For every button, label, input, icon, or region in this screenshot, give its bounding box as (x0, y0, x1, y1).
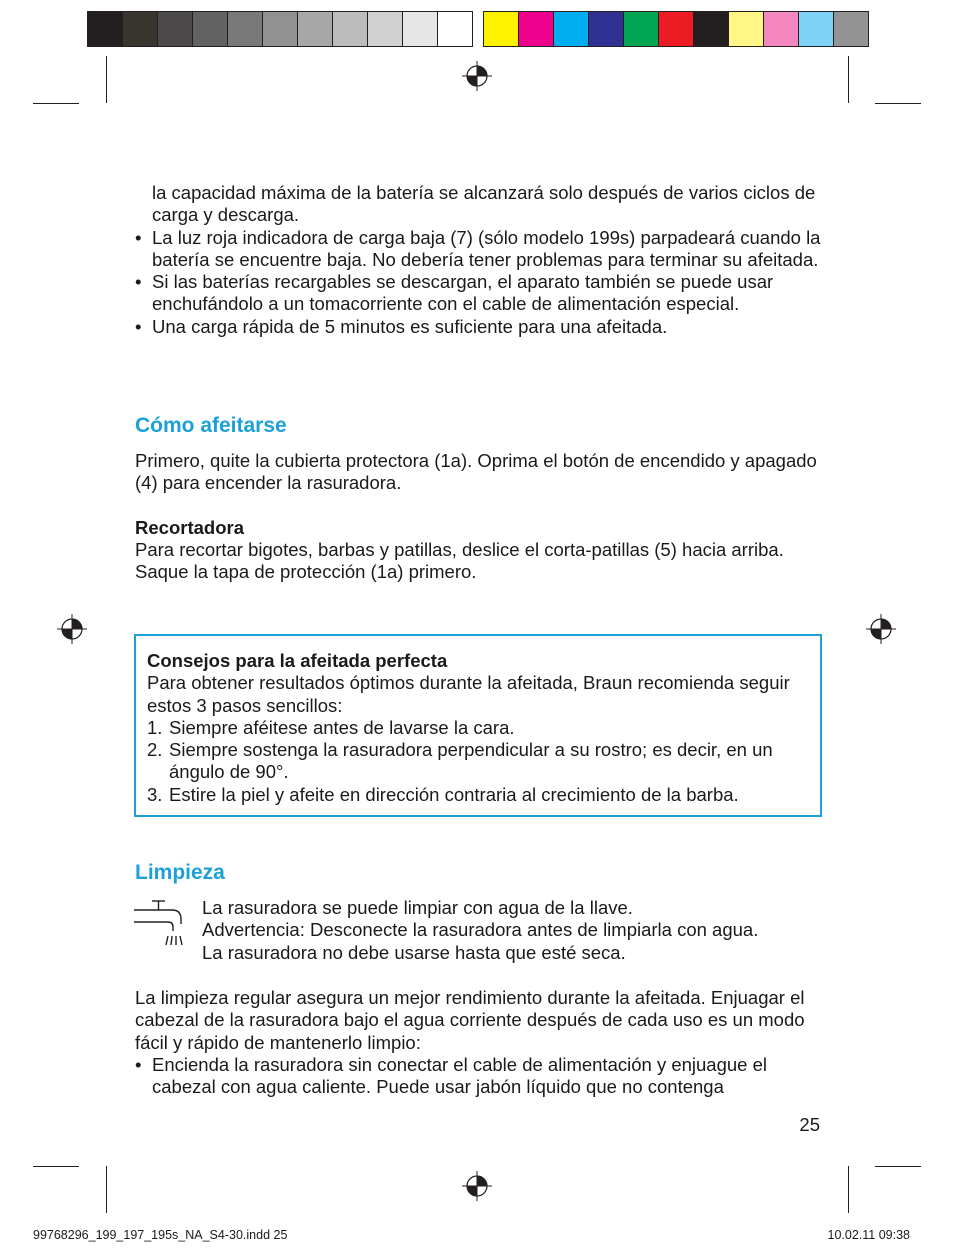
footer-date-slug: 10.02.11 09:38 (827, 1228, 910, 1242)
gray-swatch (297, 11, 333, 47)
list-item: • Una carga rápida de 5 minutos es suficiente para una afeitada. (135, 315, 668, 337)
crop-mark-top-right-v (848, 56, 849, 103)
section-heading-clean: Limpieza (135, 861, 225, 884)
crosshair-circle-icon (866, 614, 896, 644)
gray-swatch (157, 11, 193, 47)
shave-section (135, 450, 835, 583)
gray-swatch (87, 11, 123, 47)
intro-section (135, 182, 835, 338)
list-item: 2. Siempre sostenga la rasuradora perpendicular a su rostro; es decir, en un ángulo de 90°. (147, 739, 773, 783)
crop-mark-bottom-right-v (848, 1166, 849, 1213)
gray-swatch (402, 11, 438, 47)
crop-mark-bottom-left-v (106, 1166, 107, 1213)
gray-swatch (192, 11, 228, 47)
color-swatch (658, 11, 694, 47)
registration-mark-bottom (462, 1171, 492, 1201)
clean-paragraph: La limpieza regular asegura un mejor rendimiento durante la afeitada. Enjuagar el cabezal de la rasuradora bajo el agua corriente después de cada uso es un modo fácil y rápido de mantenerlo limpio: (135, 987, 805, 1053)
crop-mark-top-left-v (106, 56, 107, 103)
crosshair-circle-icon (462, 61, 492, 91)
color-swatch (553, 11, 589, 47)
color-swatch (518, 11, 554, 47)
registration-mark-left (57, 614, 87, 644)
faucet-icon (132, 898, 188, 950)
trimmer-note: Saque la tapa de protección (1a) primero. (135, 561, 477, 583)
list-item: • La luz roja indicadora de carga baja (7) (sólo modelo 199s) parpadeará cuando la batería se encuentre baja. No debería tener problemas para terminar su afeitada. (135, 226, 821, 270)
crop-mark-top-left-h (33, 103, 79, 104)
tips-intro: Para obtener resultados óptimos durante la afeitada, Braun recomienda seguir estos 3 pasos sencillos: (147, 672, 790, 716)
registration-mark-top (462, 61, 492, 91)
tips-box (134, 634, 822, 817)
clean-section (135, 987, 825, 1098)
shave-paragraph: Primero, quite la cubierta protectora (1a). Oprima el botón de encendido y apagado (4) para encender la rasuradora. (135, 450, 817, 494)
gray-swatch (262, 11, 298, 47)
color-swatch (693, 11, 729, 47)
color-swatch (623, 11, 659, 47)
section-heading-shave: Cómo afeitarse (135, 414, 287, 437)
footer-file-slug: 99768296_199_197_195s_NA_S4-30.indd 25 (33, 1228, 288, 1242)
color-swatch (728, 11, 764, 47)
color-swatch (833, 11, 869, 47)
crosshair-circle-icon (462, 1171, 492, 1201)
color-swatch (763, 11, 799, 47)
gray-swatch (332, 11, 368, 47)
clean-icon-text: La rasuradora se puede limpiar con agua de la llave. Advertencia: Desconecte la rasuradora antes de limpiarla con agua. La rasuradora no debe usarse hasta que esté seca. (202, 897, 759, 963)
gray-swatch (367, 11, 403, 47)
color-swatch (798, 11, 834, 47)
list-item: 1. Siempre aféitese antes de lavarse la cara. (147, 716, 515, 738)
trimmer-text: Para recortar bigotes, barbas y patillas, deslice el corta-patillas (5) hacia arriba. (135, 538, 784, 560)
color-swatch (588, 11, 624, 47)
page-number: 25 (799, 1114, 820, 1135)
list-item: • Si las baterías recargables se descargan, el aparato también se puede usar enchufándolo a un tomacorriente con el cable de alimentación especial. (135, 271, 774, 315)
crosshair-circle-icon (57, 614, 87, 644)
intro-continuation: la capacidad máxima de la batería se alcanzará solo después de varios ciclos de carga y descarga. (152, 182, 816, 226)
gray-swatch (122, 11, 158, 47)
gray-swatch (227, 11, 263, 47)
trimmer-heading: Recortadora (135, 516, 244, 538)
crop-mark-bottom-right-h (875, 1166, 921, 1167)
tips-title: Consejos para la afeitada perfecta (147, 650, 448, 671)
color-swatch (483, 11, 519, 47)
list-item: • Encienda la rasuradora sin conectar el cable de alimentación y enjuague el cabezal con agua caliente. Puede usar jabón líquido que no contenga (135, 1053, 767, 1098)
crop-mark-bottom-left-h (33, 1166, 79, 1167)
gray-swatch (437, 11, 473, 47)
registration-mark-right (866, 614, 896, 644)
list-item: 3. Estire la piel y afeite en dirección contraria al crecimiento de la barba. (147, 783, 739, 805)
crop-mark-top-right-h (875, 103, 921, 104)
